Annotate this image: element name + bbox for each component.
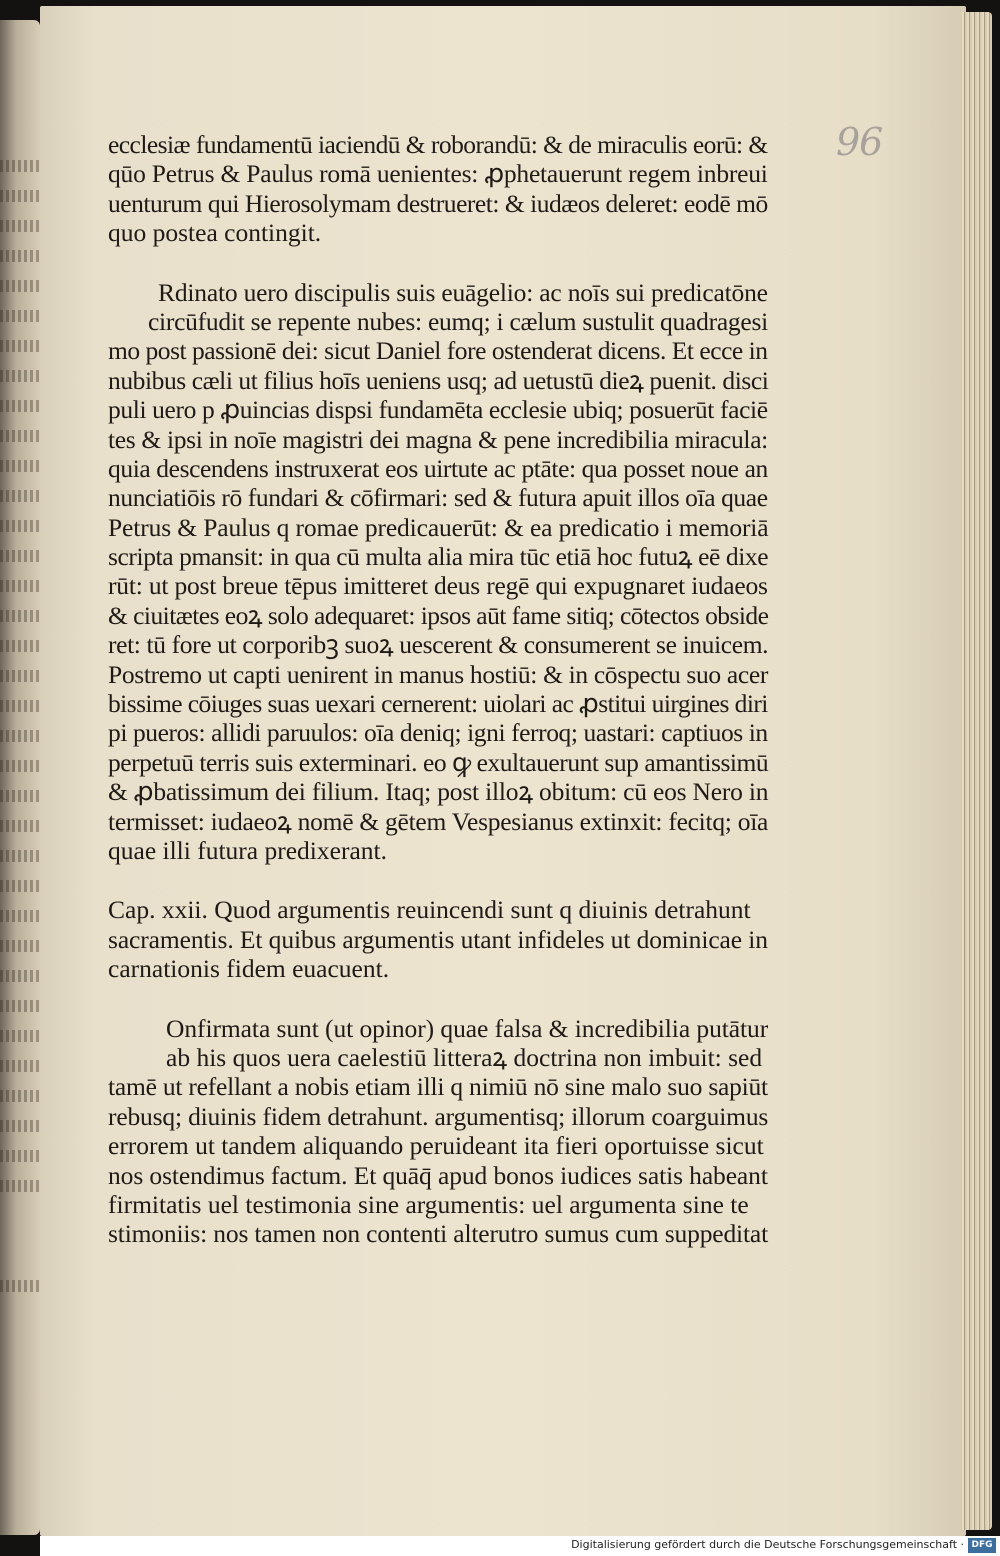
- text-line: qūo Petrus & Paulus romā uenientes: ꝓphetauerunt regem inbreui: [108, 159, 768, 189]
- text-line: puli uero p ꝓuincias dispsi fundamēta ecclesie ubiq; posuerūt faciē: [108, 395, 768, 425]
- text-line: errorem ut tandem aliquando peruideant ita fieri oportuisse sicut: [108, 1131, 764, 1161]
- digitization-footer: [40, 1536, 1000, 1556]
- text-line: carnationis fidem euacuent.: [108, 954, 390, 984]
- page-stack-edges: [962, 12, 992, 1530]
- text-line: bissime cōiuges suas uexari cernerent: uiolari ac ꝓstitui uirgines diri: [108, 689, 768, 719]
- text-line: stimoniis: nos tamen non contenti alterutro sumus cum suppeditat: [108, 1219, 768, 1249]
- text-line: quo postea contingit.: [108, 218, 322, 248]
- text-line: nunciatiōis rō fundari & cōfirmari: sed & futura apuit illos oīa quae: [108, 483, 768, 513]
- text-line: Onfirmata sunt (ut opinor) quae falsa & incredibilia putātur: [166, 1013, 769, 1043]
- text-line: tes & ipsi in noīe magistri dei magna & pene incredibilia miracula:: [108, 424, 768, 454]
- text-line: quia descendens instruxerat eos uirtute ac ptāte: qua posset noue an: [108, 453, 768, 483]
- adjacent-page-edge: [0, 20, 40, 1535]
- text-line: termisset: iudaeoꝝ nomē & gētem Vespesianus extinxit: fecitq; oīa: [108, 806, 769, 836]
- text-line: nubibus cæli ut filius hoīs ueniens usq; ad uetustū dieꝝ puenit. disci: [108, 365, 769, 395]
- dfg-logo: DFG: [968, 1538, 996, 1553]
- paragraph: [108, 130, 768, 248]
- text-line: & ꝓbatissimum dei filium. Itaq; post illoꝝ obitum: cū eos Nero in: [108, 777, 769, 807]
- text-line: Cap. xxii. Quod argumentis reuincendi sunt q diuinis detrahunt: [108, 895, 751, 925]
- paragraph: [108, 278, 768, 866]
- text-line: & ciuitætes eoꝝ solo adequaret: ipsos aūt fame sitiq; cōtectos obside: [108, 600, 769, 630]
- paragraph: [108, 1014, 768, 1249]
- text-line: perpetuū terris suis exterminari. eo ꝙ exultauerunt sup amantissimū: [108, 747, 769, 777]
- text-line: nos ostendimus factum. Et quāq̄ apud bonos iudices satis habeant: [108, 1160, 768, 1190]
- text-line: rūt: ut post breue tēpus imitteret deus regē qui expugnaret iudaeos: [108, 571, 768, 601]
- text-line: firmitatis uel testimonia sine argumentis: uel argumenta sine te: [108, 1189, 749, 1219]
- text-line: mo post passionē dei: sicut Daniel fore ostenderat dicens. Et ecce in: [108, 336, 768, 366]
- text-line: Petrus & Paulus q romae predicauerūt: & ea predicatio i memoriā: [108, 512, 769, 542]
- text-line: Rdinato uero discipulis suis euāgelio: ac noīs sui predicatōne: [158, 277, 768, 307]
- text-line: circūfudit se repente nubes: eumq; i cælum sustulit quadragesi: [148, 306, 768, 336]
- text-line: rebusq; diuinis fidem detrahunt. argumentisq; illorum coarguimus: [108, 1101, 769, 1131]
- chapter-heading: [108, 895, 768, 983]
- page-text-block: [108, 130, 768, 1249]
- text-line: Postremo ut capti uenirent in manus hostiū: & in cōspectu suo acer: [108, 659, 768, 689]
- text-line: uenturum qui Hierosolymam destrueret: & iudæos deleret: eodē mō: [108, 188, 768, 218]
- text-line: sacramentis. Et quibus argumentis utant infideles ut dominicae in: [108, 924, 768, 954]
- text-line: ret: tū fore ut corporibꝫ suoꝝ uescerent & consumerent se inuicem.: [108, 630, 769, 660]
- text-line: scripta pmansit: in qua cū multa alia mira tūc etiā hoc futuꝝ eē dixe: [108, 542, 769, 572]
- folio-number: 96: [836, 120, 883, 164]
- funding-credit: Digitalisierung gefördert durch die Deutsche Forschungsgemeinschaft ·: [571, 1538, 964, 1551]
- text-line: ecclesiæ fundamentū iaciendū & roborandū: & de miraculis eorū: &: [108, 130, 768, 159]
- text-line: ab his quos uera caelestiū litteraꝝ doctrina non imbuit: sed: [166, 1042, 763, 1072]
- text-line: quae illi futura predixerant.: [108, 835, 387, 865]
- text-line: tamē ut refellant a nobis etiam illi q nimiū nō sine malo suo sapiūt: [108, 1072, 768, 1102]
- text-line: pi pueros: allidi paruulos: oīa deniq; igni ferroq; uastari: captiuos in: [108, 718, 768, 748]
